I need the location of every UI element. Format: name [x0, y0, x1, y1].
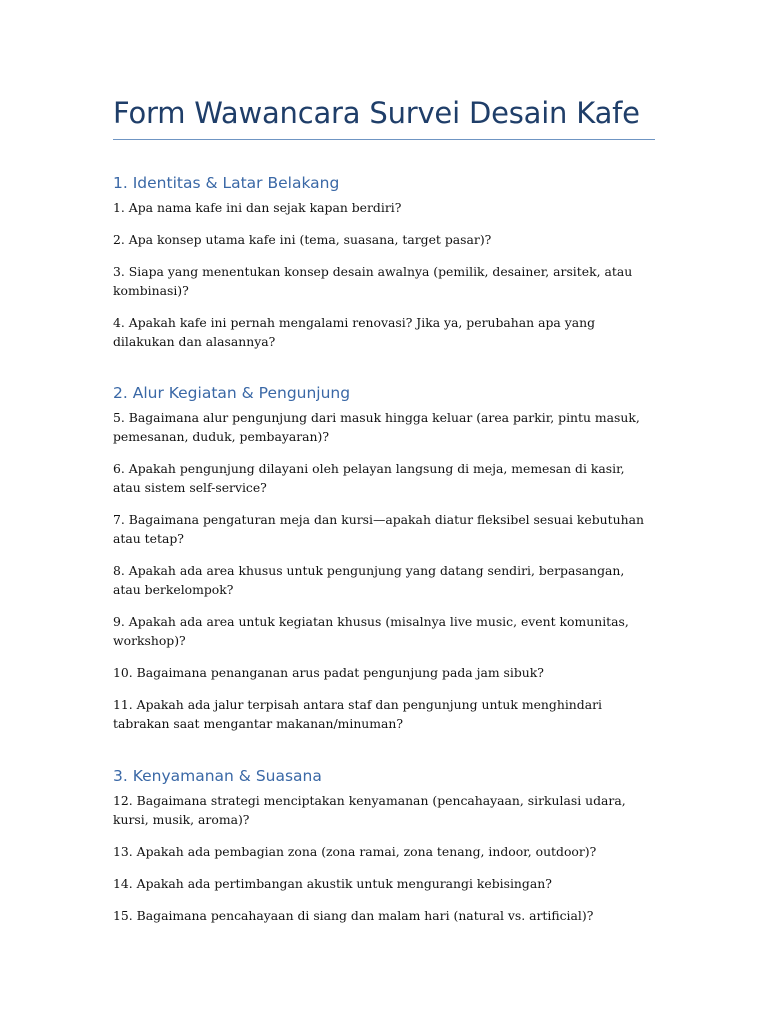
question-11: 11. Apakah ada jalur terpisah antara staf dan pengunjung untuk menghindari tabrakan saat mengantar makanan/minuman?: [113, 697, 602, 731]
question-6: 6. Apakah pengunjung dilayani oleh pelayan langsung di meja, memesan di kasir, atau sistem self-service?: [113, 461, 625, 495]
question-7: 7. Bagaimana pengaturan meja dan kursi—apakah diatur fleksibel sesuai kebutuhan atau tetap?: [113, 512, 644, 546]
question-5: 5. Bagaimana alur pengunjung dari masuk hingga keluar (area parkir, pintu masuk, pemesanan, duduk, pembayaran)?: [113, 410, 640, 444]
title-divider: [113, 139, 655, 140]
question-14: 14. Apakah ada pertimbangan akustik untuk mengurangi kebisingan?: [113, 876, 552, 891]
question-4: 4. Apakah kafe ini pernah mengalami renovasi? Jika ya, perubahan apa yang dilakukan dan alasannya?: [113, 315, 596, 349]
question-8: 8. Apakah ada area khusus untuk pengunjung yang datang sendiri, berpasangan, atau berkelompok?: [113, 563, 625, 597]
section-heading: 1. Identitas & Latar Belakang: [113, 174, 340, 192]
question-3: 3. Siapa yang menentukan konsep desain awalnya (pemilik, desainer, arsitek, atau kombinasi)?: [113, 264, 633, 298]
question-15: 15. Bagaimana pencahayaan di siang dan malam hari (natural vs. artificial)?: [113, 908, 594, 923]
question-12: 12. Bagaimana strategi menciptakan kenyamanan (pencahayaan, sirkulasi udara, kursi, musik, aroma)?: [113, 793, 626, 827]
section-kenyamanan: [113, 765, 655, 938]
question-13: 13. Apakah ada pembagian zona (zona ramai, zona tenang, indoor, outdoor)?: [113, 844, 597, 859]
section-alur-kegiatan: [113, 382, 655, 746]
document-title: Form Wawancara Survei Desain Kafe: [113, 96, 640, 130]
question-1: 1. Apa nama kafe ini dan sejak kapan berdiri?: [113, 200, 402, 215]
question-2: 2. Apa konsep utama kafe ini (tema, suasana, target pasar)?: [113, 232, 492, 247]
question-9: 9. Apakah ada area untuk kegiatan khusus (misalnya live music, event komunitas, workshop)?: [113, 614, 629, 648]
question-10: 10. Bagaimana penanganan arus padat pengunjung pada jam sibuk?: [113, 665, 544, 680]
section-heading: 3. Kenyamanan & Suasana: [113, 767, 322, 785]
section-identitas: [113, 172, 655, 364]
section-heading: 2. Alur Kegiatan & Pengunjung: [113, 384, 351, 402]
